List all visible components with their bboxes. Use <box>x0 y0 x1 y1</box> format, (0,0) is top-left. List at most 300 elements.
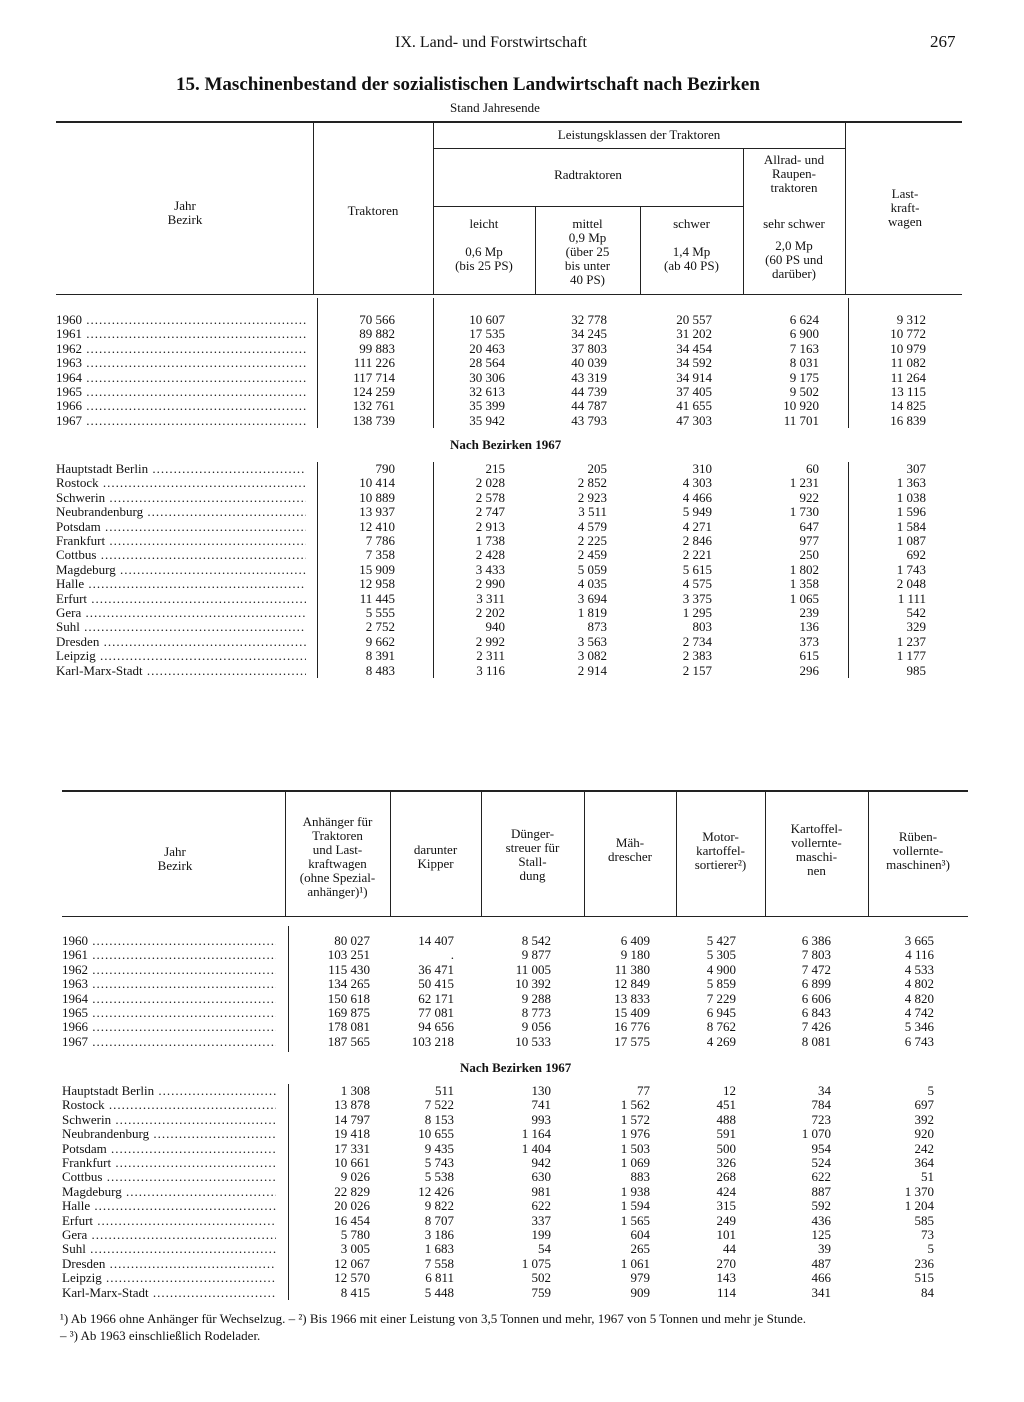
cell-value: 3 375 <box>682 590 712 606</box>
cell-value: 28 564 <box>469 355 505 371</box>
cell-value: 5 <box>927 1241 934 1257</box>
header-line: 0,9 Mp <box>568 230 607 245</box>
cell-value: 94 656 <box>418 1019 454 1035</box>
cell-value: 2 028 <box>475 475 505 491</box>
header-kartoffelvollerntemaschinen <box>765 822 868 878</box>
row-label: Frankfurt ..... <box>62 1156 276 1170</box>
header-mittel <box>535 217 640 287</box>
cell-value: 10 661 <box>334 1155 370 1170</box>
header-line: Rüben- <box>898 829 938 844</box>
cell-value: 326 <box>716 1155 736 1170</box>
cell-value: 117 714 <box>353 369 395 385</box>
header-line: (60 PS und <box>765 252 823 267</box>
footnote-line-1: ¹) Ab 1966 ohne Anhänger für Wechselzug. – ²) Bis 1966 mit einer Leistung von 3,5 Tonnen und mehr, 1967 von 5 Tonnen und mehr je Stunde. <box>60 1311 807 1326</box>
cell-value: 7 472 <box>801 961 831 977</box>
cell-value: 3 005 <box>340 1241 370 1257</box>
header-radtraktoren: Radtraktoren <box>554 167 622 182</box>
header-line: und Last- <box>312 842 363 857</box>
row-label: Hauptstadt Berlin ..... <box>62 1084 276 1098</box>
row-label: Suhl ..... <box>62 1242 276 1256</box>
header-line: Traktoren <box>312 828 363 843</box>
cell-value: 77 081 <box>418 1005 454 1020</box>
cell-value: 5 859 <box>706 976 736 992</box>
table-row-district <box>62 1084 968 1098</box>
cell-value: 1 177 <box>896 648 926 664</box>
cell-value: 10 772 <box>890 326 926 342</box>
cell-value: 9 026 <box>340 1169 370 1185</box>
cell-value: 1 730 <box>789 504 819 520</box>
cell-value: 1 038 <box>896 489 926 505</box>
cell-value: 3 694 <box>577 590 607 606</box>
cell-value: 6 945 <box>706 1005 736 1020</box>
cell-value: 1 065 <box>789 590 819 606</box>
table-1-rule <box>433 206 743 207</box>
cell-value: 50 415 <box>418 976 454 992</box>
cell-value: 13 115 <box>890 384 926 399</box>
cell-value: 8 153 <box>424 1111 454 1127</box>
cell-value: 5 346 <box>904 1019 934 1035</box>
header-sehr-schwer <box>743 217 845 281</box>
cell-value: 341 <box>811 1284 831 1300</box>
table-row-district <box>62 1156 968 1170</box>
header-line: mittel <box>572 216 603 231</box>
cell-value: 270 <box>716 1255 736 1271</box>
cell-value: 7 229 <box>706 990 736 1006</box>
cell-value: 178 081 <box>327 1019 370 1035</box>
table-row-district <box>56 505 962 519</box>
cell-value: 34 <box>818 1083 831 1098</box>
table-row-district <box>62 1257 968 1271</box>
cell-value: 9 662 <box>365 633 395 649</box>
header-line: 0,6 Mp <box>465 244 503 259</box>
cell-value: 44 739 <box>571 384 607 399</box>
table-row-year <box>62 963 968 977</box>
cell-value: 315 <box>716 1198 736 1214</box>
cell-value: 8 415 <box>340 1284 370 1300</box>
cell-value: 10 889 <box>359 489 395 505</box>
cell-value: 73 <box>921 1227 934 1242</box>
cell-value: 43 793 <box>571 412 607 428</box>
table-row-year <box>62 1006 968 1020</box>
cell-value: 803 <box>692 619 712 635</box>
table-row-district <box>62 1142 968 1156</box>
row-label: 1965 ..... <box>56 385 306 399</box>
cell-value: 236 <box>914 1255 934 1271</box>
cell-value: 15 409 <box>614 1005 650 1020</box>
cell-value: 20 557 <box>676 312 712 327</box>
cell-value: 5 555 <box>365 605 395 620</box>
cell-value: 12 410 <box>359 518 395 534</box>
cell-value: 784 <box>811 1097 831 1113</box>
cell-value: 4 900 <box>706 961 736 977</box>
cell-value: 3 082 <box>577 648 607 664</box>
cell-value: 12 067 <box>334 1255 370 1271</box>
table-1-col-divider <box>845 121 846 294</box>
cell-value: 1 075 <box>521 1255 551 1271</box>
table-row-district <box>62 1098 968 1112</box>
row-label: Erfurt ..... <box>62 1214 276 1228</box>
header-line: kraftwagen <box>308 856 367 871</box>
row-label: 1963 ..... <box>56 356 306 370</box>
cell-value: 12 570 <box>334 1270 370 1286</box>
cell-value: 54 <box>538 1241 551 1257</box>
cell-value: 4 742 <box>904 1005 934 1020</box>
table-1-rule <box>433 148 845 149</box>
header-line: Last- <box>891 186 919 201</box>
header-line: 1,4 Mp <box>672 244 711 259</box>
chapter-heading: IX. Land- und Forstwirtschaft <box>395 34 587 51</box>
cell-value: 150 618 <box>327 990 370 1006</box>
header-allrad <box>743 153 845 195</box>
cell-value: 31 202 <box>676 326 712 342</box>
table-1-header-rule <box>56 294 962 295</box>
table-2-top-rule <box>62 790 968 792</box>
cell-value: 32 613 <box>469 384 505 399</box>
cell-value: 511 <box>434 1083 454 1098</box>
cell-value: 9 056 <box>521 1019 551 1035</box>
cell-value: 9 502 <box>789 384 819 399</box>
cell-value: 2 914 <box>577 662 607 678</box>
cell-value: 6 811 <box>425 1270 454 1286</box>
cell-value: 1 358 <box>789 576 819 592</box>
cell-value: 6 843 <box>801 1005 831 1020</box>
cell-value: 5 059 <box>577 561 607 577</box>
cell-value: 4 466 <box>682 489 712 505</box>
cell-value: 1 237 <box>896 633 926 649</box>
cell-value: 3 433 <box>475 561 505 577</box>
cell-value: 1 938 <box>620 1183 650 1199</box>
cell-value: 622 <box>811 1169 831 1185</box>
header-line: Kipper <box>417 856 454 871</box>
table-row-district <box>56 635 962 649</box>
cell-value: 205 <box>587 461 607 476</box>
cell-value: 44 <box>723 1241 736 1257</box>
cell-value: 11 082 <box>890 355 926 371</box>
cell-value: 373 <box>799 633 819 649</box>
cell-value: 12 849 <box>614 976 650 992</box>
cell-value: 436 <box>811 1212 831 1228</box>
header-schwer <box>640 217 743 273</box>
cell-value: 124 259 <box>352 384 395 399</box>
cell-value: 249 <box>716 1212 736 1228</box>
header-line: sortierer²) <box>694 857 747 872</box>
cell-value: 723 <box>811 1111 831 1127</box>
row-label: Leipzig ..... <box>56 649 306 663</box>
cell-value: 37 803 <box>571 340 607 356</box>
cell-value: 4 116 <box>905 947 934 963</box>
header-line: bis unter <box>564 258 611 273</box>
cell-value: 873 <box>587 619 607 635</box>
cell-value: 19 418 <box>334 1126 370 1142</box>
cell-value: 487 <box>811 1255 831 1271</box>
row-label: Gera ..... <box>56 606 306 620</box>
cell-value: 10 655 <box>418 1126 454 1142</box>
cell-value: 187 565 <box>327 1033 370 1049</box>
cell-value: 2 048 <box>896 576 926 592</box>
cell-value: 5 615 <box>682 561 712 577</box>
cell-value: 44 787 <box>571 398 607 414</box>
cell-value: 364 <box>914 1155 934 1170</box>
cell-value: 17 575 <box>614 1033 650 1049</box>
cell-value: 34 245 <box>571 326 607 342</box>
header-line: maschinen³) <box>886 857 950 872</box>
cell-value: 250 <box>799 547 819 563</box>
cell-value: 10 392 <box>515 976 551 992</box>
cell-value: 215 <box>485 461 505 476</box>
table-row-district <box>56 491 962 505</box>
cell-value: 1 370 <box>904 1183 934 1199</box>
footnote-line-2: – ³) Ab 1963 einschließlich Rodelader. <box>60 1328 261 1343</box>
row-label: 1964 ..... <box>56 371 306 385</box>
cell-value: 3 511 <box>578 504 607 520</box>
cell-value: 13 937 <box>359 504 395 520</box>
cell-value: 591 <box>716 1126 736 1142</box>
cell-value: 615 <box>799 648 819 664</box>
table-row-district <box>62 1228 968 1242</box>
row-label: Gera ..... <box>62 1228 276 1242</box>
cell-value: 1 204 <box>904 1198 934 1214</box>
row-label: 1964 ..... <box>62 992 276 1006</box>
cell-value: 8 762 <box>706 1019 736 1035</box>
table-row-year <box>62 948 968 962</box>
cell-value: 3 311 <box>476 590 505 606</box>
cell-value: 12 958 <box>359 576 395 592</box>
header-line <box>640 231 743 245</box>
header-line: (bis 25 PS) <box>455 258 513 273</box>
table-row-district <box>56 620 962 634</box>
header-line: Motor- <box>702 829 739 844</box>
cell-value: 11 264 <box>890 369 926 385</box>
header-line: sehr schwer <box>763 216 825 231</box>
cell-value: 34 454 <box>676 340 712 356</box>
header-line: kartoffel- <box>696 843 745 858</box>
cell-value: 981 <box>531 1183 551 1199</box>
cell-value: 1 061 <box>620 1255 650 1271</box>
header-line: drescher <box>607 849 653 864</box>
cell-value: 2 852 <box>577 475 607 491</box>
cell-value: 4 579 <box>577 518 607 534</box>
cell-value: 604 <box>630 1227 650 1242</box>
header-line: vollernte- <box>791 835 842 850</box>
cell-value: 8 773 <box>521 1005 551 1020</box>
cell-value: 9 175 <box>789 369 819 385</box>
table-row-year <box>56 327 962 341</box>
cell-value: 7 426 <box>801 1019 831 1035</box>
cell-value: 1 164 <box>521 1126 551 1142</box>
cell-value: 1 404 <box>521 1140 551 1156</box>
cell-value: 242 <box>914 1140 934 1156</box>
row-label: Halle ..... <box>56 577 306 591</box>
cell-value: 11 380 <box>614 961 650 977</box>
cell-value: 5 780 <box>340 1227 370 1242</box>
cell-value: 11 445 <box>359 590 395 606</box>
cell-value: 954 <box>811 1140 831 1156</box>
cell-value: 138 739 <box>352 412 395 428</box>
header-leicht <box>433 217 535 273</box>
cell-value: 1 683 <box>424 1241 454 1257</box>
cell-value: 14 797 <box>334 1111 370 1127</box>
cell-value: 7 803 <box>801 947 831 963</box>
header-line: Mäh- <box>615 835 645 850</box>
cell-value: 4 271 <box>682 518 712 534</box>
cell-value: 20 463 <box>469 340 505 356</box>
cell-value: 307 <box>906 461 926 476</box>
cell-value: 1 087 <box>896 533 926 548</box>
header-line: vollernte- <box>892 843 944 858</box>
cell-value: 741 <box>531 1097 551 1113</box>
cell-value: 101 <box>716 1227 736 1242</box>
header-jahr: Jahr <box>174 198 196 213</box>
cell-value: 130 <box>531 1083 551 1098</box>
cell-value: 9 822 <box>424 1198 454 1214</box>
cell-value: 985 <box>906 662 926 678</box>
row-label: 1965 ..... <box>62 1006 276 1020</box>
table-title: 15. Maschinenbestand der sozialistischen Landwirtschaft nach Bezirken <box>176 74 760 95</box>
cell-value: 103 251 <box>327 947 370 963</box>
cell-value: 5 <box>927 1083 934 1098</box>
cell-value: 70 566 <box>359 312 395 327</box>
cell-value: 2 428 <box>475 547 505 563</box>
cell-value: 111 226 <box>353 355 395 371</box>
cell-value: 1 743 <box>896 561 926 577</box>
cell-value: 2 311 <box>476 648 505 664</box>
table-row-district <box>56 563 962 577</box>
cell-value: 11 701 <box>783 412 819 428</box>
header-kipper <box>390 843 481 871</box>
cell-value: 143 <box>716 1270 736 1286</box>
header-bezirk: Bezirk <box>157 858 193 873</box>
cell-value: 922 <box>799 489 819 505</box>
cell-value: 10 607 <box>469 312 505 327</box>
cell-value: 13 833 <box>614 990 650 1006</box>
cell-value: 488 <box>716 1111 736 1127</box>
cell-value: 310 <box>692 461 712 476</box>
cell-value: 2 846 <box>682 533 712 548</box>
cell-value: 1 308 <box>340 1083 370 1098</box>
cell-value: 4 575 <box>682 576 712 592</box>
header-line <box>433 231 535 245</box>
cell-value: 13 878 <box>334 1097 370 1113</box>
table-row-district <box>62 1127 968 1141</box>
header-ruebenvollerntemaschinen <box>868 830 968 872</box>
cell-value: 6 900 <box>789 326 819 342</box>
cell-value: 1 069 <box>620 1155 650 1170</box>
cell-value: 920 <box>914 1126 934 1142</box>
header-leistungsklassen: Leistungsklassen der Traktoren <box>557 127 721 142</box>
header-line: anhänger)¹) <box>307 884 368 899</box>
cell-value: 35 942 <box>469 412 505 428</box>
table-row-year <box>62 1020 968 1034</box>
cell-value: 2 459 <box>577 547 607 563</box>
cell-value: 10 920 <box>783 398 819 414</box>
cell-value: 84 <box>921 1284 934 1300</box>
cell-value: 2 225 <box>577 533 607 548</box>
cell-value: 1 231 <box>789 475 819 491</box>
row-label: Potsdam ..... <box>62 1142 276 1156</box>
table-row-year <box>56 385 962 399</box>
table-subtitle: Stand Jahresende <box>450 100 540 115</box>
row-label: Schwerin ..... <box>56 491 306 505</box>
row-label: Cottbus ..... <box>56 548 306 562</box>
row-label: 1960 ..... <box>62 934 276 948</box>
cell-value: 2 913 <box>475 518 505 534</box>
cell-value: 32 778 <box>571 312 607 327</box>
cell-value: 466 <box>811 1270 831 1286</box>
cell-value: 134 265 <box>327 976 370 992</box>
table-row-district <box>56 534 962 548</box>
row-label: 1962 ..... <box>56 342 306 356</box>
cell-value: 622 <box>531 1198 551 1214</box>
cell-value: 515 <box>914 1270 934 1286</box>
table-row-district <box>62 1113 968 1127</box>
cell-value: 337 <box>531 1212 551 1228</box>
cell-value: . <box>450 947 454 963</box>
cell-value: 1 572 <box>620 1111 650 1127</box>
cell-value: 7 786 <box>365 533 395 548</box>
cell-value: 2 923 <box>577 489 607 505</box>
header-duengerstreuer <box>481 827 584 883</box>
header-line: Kartoffel- <box>790 821 843 836</box>
cell-value: 5 427 <box>706 933 736 948</box>
cell-value: 12 <box>723 1083 736 1098</box>
header-anhaenger <box>285 815 390 899</box>
cell-value: 2 992 <box>475 633 505 649</box>
cell-value: 887 <box>811 1183 831 1199</box>
cell-value: 6 743 <box>904 1033 934 1049</box>
cell-value: 15 909 <box>359 561 395 577</box>
header-line: Anhänger für <box>302 814 373 829</box>
header-motorkartoffelsortierer <box>676 830 765 872</box>
row-label: 1961 ..... <box>62 948 276 962</box>
cell-value: 424 <box>716 1183 736 1199</box>
row-label: 1966 ..... <box>62 1020 276 1034</box>
cell-value: 3 563 <box>577 633 607 649</box>
cell-value: 136 <box>799 619 819 635</box>
cell-value: 4 269 <box>706 1033 736 1049</box>
table-row-district <box>62 1170 968 1184</box>
cell-value: 10 979 <box>890 340 926 356</box>
header-line: darüber) <box>771 266 817 281</box>
header-maehdrescher <box>584 836 676 864</box>
row-label: 1967 ..... <box>62 1035 276 1049</box>
cell-value: 11 005 <box>515 961 551 977</box>
table-1-section-label: Nach Bezirken 1967 <box>450 437 562 452</box>
cell-value: 7 522 <box>424 1097 454 1113</box>
cell-value: 979 <box>630 1270 650 1286</box>
row-label: Schwerin ..... <box>62 1113 276 1127</box>
cell-value: 1 596 <box>896 504 926 520</box>
cell-value: 3 116 <box>476 662 505 678</box>
table-row-year <box>62 934 968 948</box>
cell-value: 4 303 <box>682 475 712 491</box>
table-row-district <box>62 1242 968 1256</box>
cell-value: 9 180 <box>620 947 650 963</box>
cell-value: 2 383 <box>682 648 712 664</box>
cell-value: 392 <box>914 1111 934 1127</box>
header-line: darunter <box>413 842 458 857</box>
row-label: Karl-Marx-Stadt ..... <box>62 1286 276 1300</box>
row-label: Neubrandenburg ..... <box>62 1127 276 1141</box>
cell-value: 542 <box>906 605 926 620</box>
cell-value: 500 <box>716 1140 736 1156</box>
cell-value: 16 454 <box>334 1212 370 1228</box>
cell-value: 114 <box>716 1284 736 1300</box>
row-label: Suhl ..... <box>56 620 306 634</box>
cell-value: 1 565 <box>620 1212 650 1228</box>
cell-value: 2 157 <box>682 662 712 678</box>
cell-value: 4 533 <box>904 961 934 977</box>
cell-value: 1 363 <box>896 475 926 491</box>
